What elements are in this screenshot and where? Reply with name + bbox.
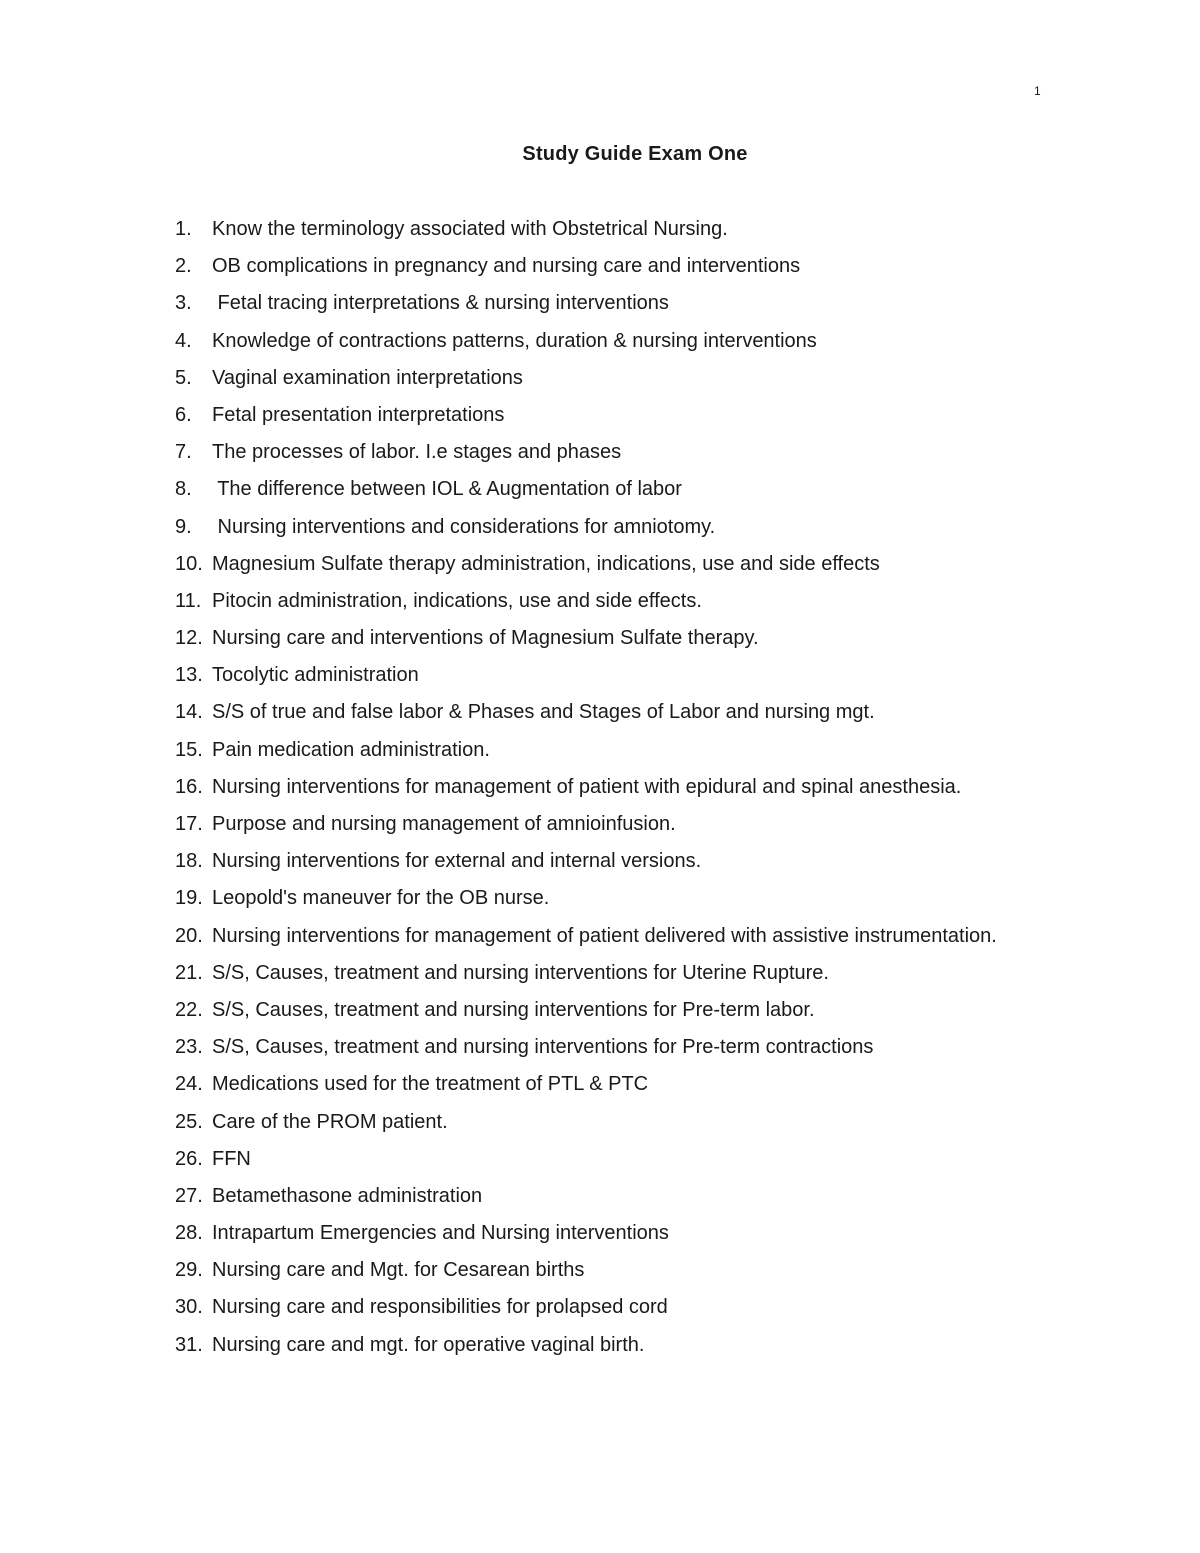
list-item-text: Intrapartum Emergencies and Nursing interventions — [212, 1222, 669, 1245]
list-item-text: S/S, Causes, treatment and nursing interventions for Pre-term labor. — [212, 998, 815, 1021]
list-item — [175, 809, 997, 846]
list-item-number: 2. — [175, 255, 192, 278]
list-item-text: Nursing care and Mgt. for Cesarean births — [212, 1259, 585, 1282]
list-item-text: Nursing interventions for external and internal versions. — [212, 850, 702, 873]
list-item-text: OB complications in pregnancy and nursing care and interventions — [212, 255, 801, 278]
list-item-text: Nursing care and interventions of Magnesium Sulfate therapy. — [212, 627, 759, 650]
list-item — [175, 1330, 997, 1367]
list-item — [175, 288, 997, 325]
list-item — [175, 586, 997, 623]
list-item-text: Magnesium Sulfate therapy administration, indications, use and side effects — [212, 552, 880, 575]
list-item-number: 17. — [175, 813, 203, 835]
list-item-number: 15. — [175, 738, 203, 761]
list-item-text: Betamethasone administration — [212, 1184, 483, 1207]
list-item — [175, 772, 997, 809]
list-item-text: Medications used for the treatment of PTL & PTC — [212, 1073, 649, 1096]
list-item-number: 22. — [175, 998, 203, 1021]
list-item-number: 27. — [175, 1184, 203, 1207]
list-item — [175, 995, 997, 1032]
list-item-text: Tocolytic administration — [212, 664, 419, 687]
list-item — [175, 846, 997, 883]
list-item-text: Nursing interventions and considerations for amniotomy. — [212, 515, 716, 538]
list-item-text: Fetal tracing interpretations & nursing interventions — [212, 292, 669, 315]
list-item-number: 9. — [175, 515, 192, 538]
list-item — [175, 1292, 997, 1329]
list-item-number: 3. — [175, 292, 192, 315]
list-item-text: Care of the PROM patient. — [212, 1110, 448, 1133]
list-item-text: The difference between IOL & Augmentation of labor — [212, 478, 682, 501]
list-item — [175, 512, 997, 549]
list-item — [175, 883, 997, 920]
list-item-text: Nursing care and responsibilities for prolapsed cord — [212, 1296, 668, 1319]
list-item — [175, 697, 997, 734]
list-item-number: 20. — [175, 924, 203, 947]
list-item-number: 26. — [175, 1147, 203, 1170]
list-item — [175, 1255, 997, 1292]
list-item-text: Nursing interventions for management of patient with epidural and spinal anesthesia. — [212, 775, 962, 798]
list-item — [175, 400, 997, 437]
list-item — [175, 1032, 997, 1069]
list-item-number: 11. — [175, 589, 202, 612]
list-item-text: FFN — [212, 1147, 251, 1170]
study-guide-list — [175, 214, 997, 1367]
list-item-number: 30. — [175, 1296, 203, 1319]
list-item-number: 8. — [175, 478, 192, 501]
list-item-text: Fetal presentation interpretations — [212, 403, 505, 426]
document-title: Study Guide Exam One — [522, 143, 748, 165]
list-item-number: 6. — [175, 403, 192, 426]
list-item — [175, 1069, 997, 1106]
list-item-number: 31. — [175, 1333, 203, 1356]
list-item — [175, 623, 997, 660]
list-item — [175, 437, 997, 474]
list-item-text: Leopold's maneuver for the OB nurse. — [212, 887, 550, 910]
list-item — [175, 549, 997, 586]
list-item-number: 1. — [175, 218, 192, 240]
list-item-number: 23. — [175, 1036, 203, 1059]
list-item-text: Pitocin administration, indications, use and side effects. — [212, 589, 702, 612]
list-item-number: 19. — [175, 887, 203, 910]
list-item — [175, 735, 997, 772]
list-item — [175, 1144, 997, 1181]
list-item-number: 29. — [175, 1259, 203, 1282]
list-item-number: 13. — [175, 664, 203, 687]
list-item — [175, 251, 997, 288]
list-item-text: S/S of true and false labor & Phases and Stages of Labor and nursing mgt. — [212, 701, 875, 724]
list-item — [175, 214, 997, 251]
list-item — [175, 660, 997, 697]
list-item-number: 12. — [175, 627, 203, 650]
list-item-text: Know the terminology associated with Obstetrical Nursing. — [212, 218, 728, 240]
list-item-text: S/S, Causes, treatment and nursing interventions for Uterine Rupture. — [212, 961, 829, 984]
page-number: 1 — [1034, 84, 1041, 98]
list-item-number: 25. — [175, 1110, 203, 1133]
list-item-text: Pain medication administration. — [212, 738, 490, 761]
list-item-number: 24. — [175, 1073, 203, 1096]
list-item — [175, 1181, 997, 1218]
list-item — [175, 958, 997, 995]
list-item-number: 14. — [175, 701, 203, 724]
list-item-text: S/S, Causes, treatment and nursing interventions for Pre-term contractions — [212, 1036, 874, 1059]
list-item-text: The processes of labor. I.e stages and phases — [212, 441, 622, 464]
list-item-number: 7. — [175, 441, 192, 464]
list-item-number: 21. — [175, 961, 203, 984]
list-item-text: Vaginal examination interpretations — [212, 366, 523, 389]
list-item-number: 4. — [175, 329, 192, 352]
list-item — [175, 326, 997, 363]
list-item-number: 10. — [175, 552, 203, 575]
list-item — [175, 363, 997, 400]
list-item-number: 16. — [175, 775, 203, 798]
list-item-text: Purpose and nursing management of amnioinfusion. — [212, 813, 676, 835]
list-item-text: Nursing care and mgt. for operative vaginal birth. — [212, 1333, 645, 1356]
list-item — [175, 921, 997, 958]
list-item — [175, 1218, 997, 1255]
list-item-number: 28. — [175, 1222, 203, 1245]
list-item — [175, 1107, 997, 1144]
list-item — [175, 474, 997, 511]
list-item-number: 5. — [175, 366, 192, 389]
list-item-text: Knowledge of contractions patterns, duration & nursing interventions — [212, 329, 817, 352]
list-item-number: 18. — [175, 850, 203, 873]
list-item-text: Nursing interventions for management of patient delivered with assistive instrumentation. — [212, 924, 997, 947]
